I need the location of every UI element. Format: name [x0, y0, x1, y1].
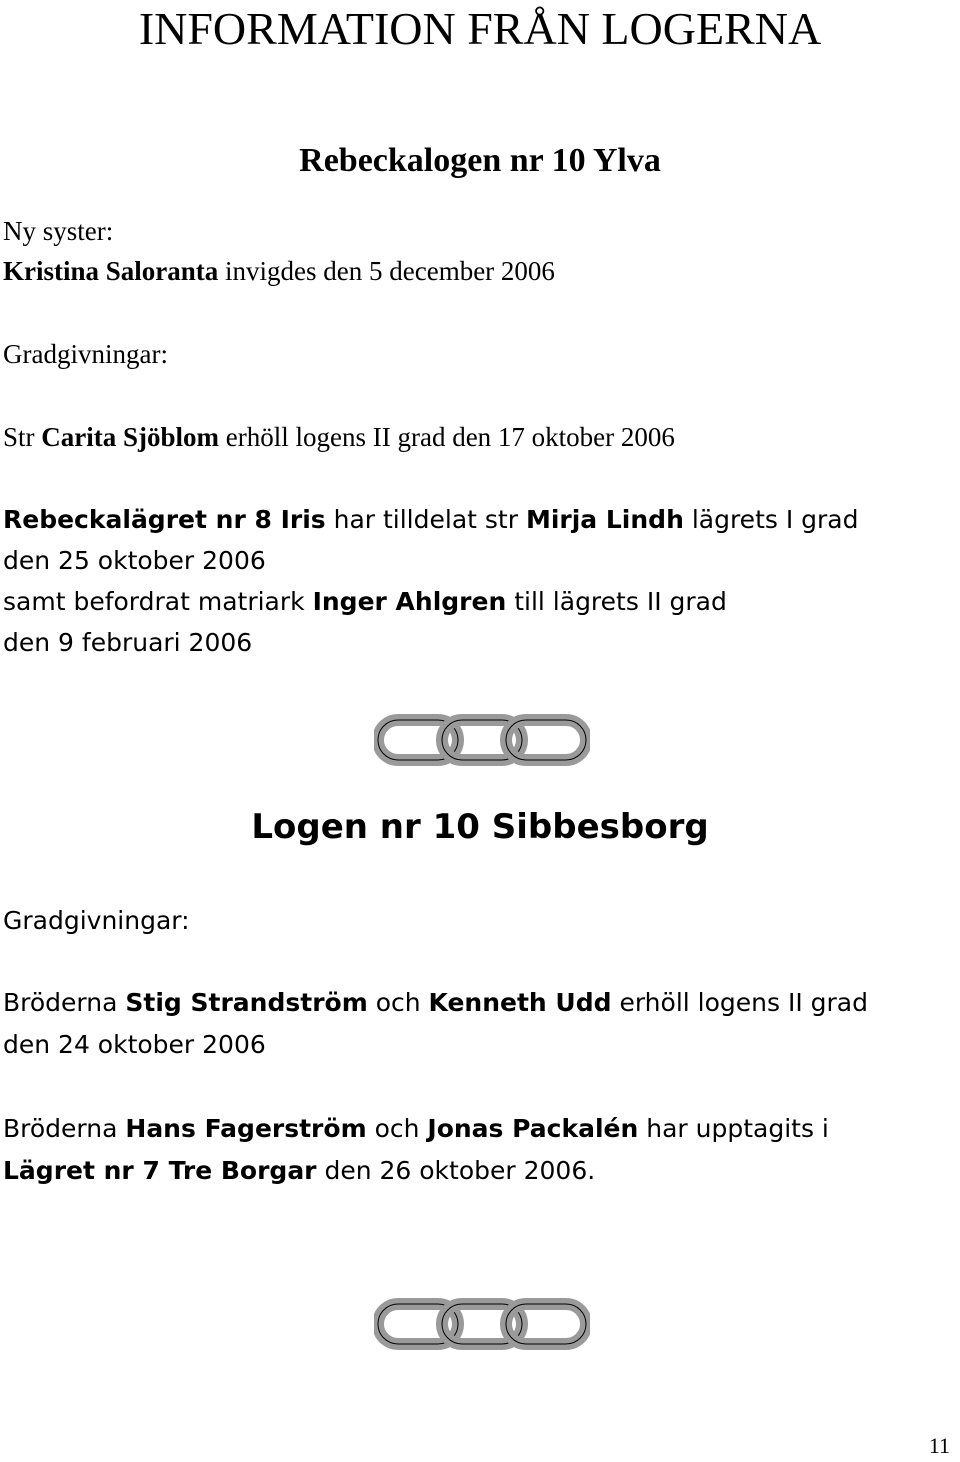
ny-syster-label: Ny syster: [3, 216, 114, 246]
upptagits-line-1 [3, 1112, 829, 1146]
member-name: Jonas Packalén [427, 1114, 639, 1143]
member-name: Hans Fagerström [125, 1114, 367, 1143]
line-text: lägrets I grad [683, 505, 859, 534]
upptagits-line-2 [3, 1154, 595, 1188]
grad-line-carita [3, 420, 675, 454]
member-name: Inger Ahlgren [312, 587, 507, 616]
line-text: och [366, 1114, 428, 1143]
line-text: Str [3, 422, 42, 452]
member-name: Mirja Lindh [525, 505, 684, 534]
line-text: har tilldelat str [325, 505, 526, 534]
line-text: erhöll logens II grad [611, 988, 868, 1017]
gradgivningar-label: Gradgivningar: [3, 906, 190, 935]
line-text: den 26 oktober 2006. [316, 1156, 596, 1185]
section-title-rebeckalogen: Rebeckalogen nr 10 Ylva [299, 142, 661, 179]
lodge-name: Lägret nr 7 Tre Borgar [3, 1156, 317, 1185]
member-name: Kristina Saloranta [3, 256, 219, 286]
lager-line-1 [3, 503, 859, 537]
member-name: Carita Sjöblom [41, 422, 220, 452]
page-number: 11 [928, 1433, 950, 1458]
line-text: har upptagits i [638, 1114, 829, 1143]
lager-line-3 [3, 585, 727, 619]
grad-line-2: den 24 oktober 2006 [3, 1030, 266, 1059]
section-title-sibbesborg: Logen nr 10 Sibbesborg [251, 807, 709, 847]
grad-line-1 [3, 986, 868, 1020]
lodge-name: Rebeckalägret nr 8 Iris [3, 505, 326, 534]
gradgivningar-label: Gradgivningar: [3, 339, 168, 369]
member-name: Kenneth Udd [428, 988, 612, 1017]
member-name: Stig Strandström [125, 988, 368, 1017]
line-text: Bröderna [3, 1114, 126, 1143]
line-text: Bröderna [3, 988, 126, 1017]
chain-links-icon [374, 1296, 590, 1352]
line-text: och [367, 988, 429, 1017]
line-text: samt befordrat matriark [3, 587, 313, 616]
chain-links-icon [374, 712, 590, 768]
ny-syster-line [3, 254, 555, 288]
lager-line-2: den 25 oktober 2006 [3, 546, 266, 575]
line-text: erhöll logens II grad den 17 oktober 2006 [219, 422, 675, 452]
line-text: till lägrets II grad [506, 587, 727, 616]
lager-line-4: den 9 februari 2006 [3, 628, 253, 657]
page-title: INFORMATION FRÅN LOGERNA [138, 3, 822, 54]
line-text: invigdes den 5 december 2006 [218, 256, 555, 286]
